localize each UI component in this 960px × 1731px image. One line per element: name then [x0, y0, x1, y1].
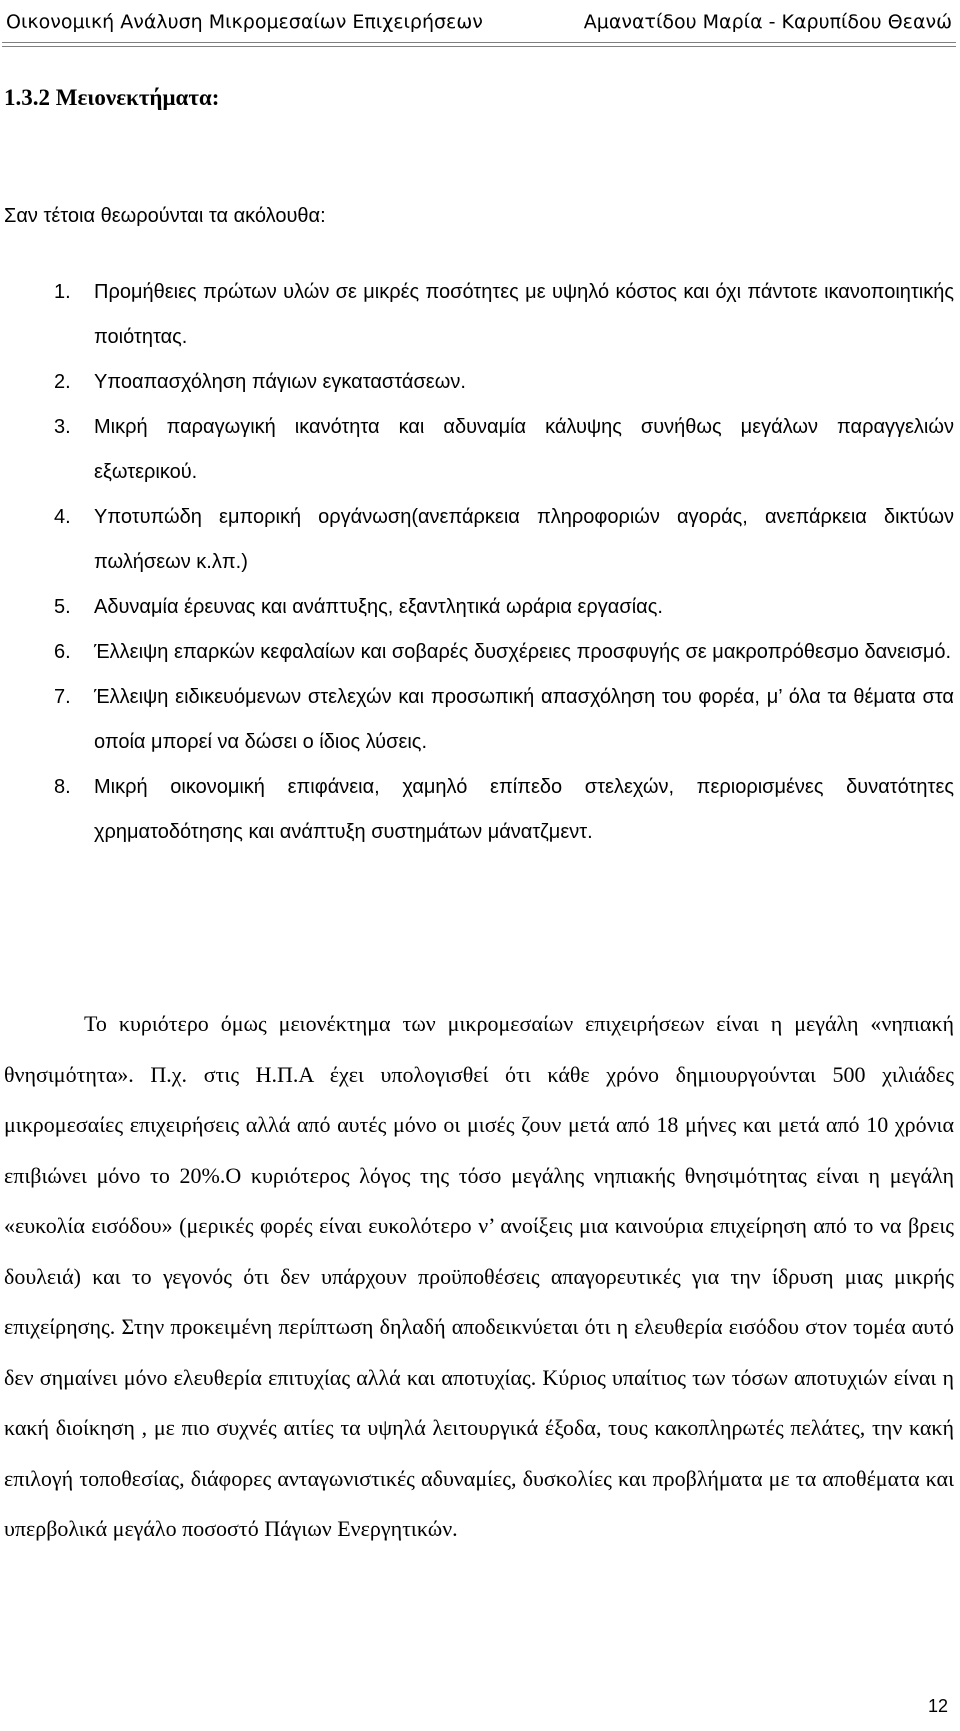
list-item — [0, 630, 960, 675]
list-item-number: 5. — [54, 596, 71, 618]
list-item — [0, 585, 960, 630]
list-item — [0, 495, 960, 585]
body-paragraph: Το κυριότερο όμως μειονέκτημα των μικρομεσαίων επιχειρήσεων είναι η μεγάλη «νηπιακή θνησιμότητα». Π.χ. στις Η.Π.Α έχει υπολογισθεί ότι κάθε χρόνο δημιουργούνται 500 χιλιάδες μικρομεσαίες επιχειρήσεις αλλά από αυτές μόνο οι μισές ζουν μετά από 18 μήνες και μετά από 10 χρόνια επιβιώνει μόνο το 20%.Ο κυριότερος λόγος της τόσο μεγάλης νηπιακής θνησιμότητας είναι η μεγάλη «ευκολία εισόδου» (μερικές φορές είναι ευκολότερο ν’ ανοίξεις μια καινούρια επιχείρηση από το να βρεις δουλειά) και το γεγονός ότι δεν υπάρχουν προϋποθέσεις απαγορευτικές για την ίδρυση μιας μικρής επιχείρησης. Στην προκειμένη περίπτωση δηλαδή αποδεικνύεται ότι η ελευθερία εισόδου στον τομέα αυτό δεν σημαίνει μόνο ελευθερία επιτυχίας αλλά και αποτυχίας. Κύριος υπαίτιος των τόσων αποτυχιών είναι η κακή διοίκηση , με πιο συχνές αιτίες τα υψηλά λειτουργικά έξοδα, τους κακοπληρωτές πελάτες, την κακή επιλογή τοποθεσίας, διάφορες ανταγωνιστικές αδυναμίες, δυσκολίες και προβλήματα με τα αποθέματα και υπερβολικά μεγάλο ποσοστό Πάγιων Ενεργητικών. — [4, 1011, 954, 1541]
list-item-number: 8. — [54, 776, 71, 798]
list-item-number: 2. — [54, 371, 71, 393]
list-item-text: Αδυναμία έρευνας και ανάπτυξης, εξαντλητικά ωράρια εργασίας. — [94, 596, 663, 618]
list-item-number: 1. — [54, 281, 71, 303]
list-item-text: Έλλειψη ειδικευόμενων στελεχών και προσωπική απασχόληση του φορέα, μ’ όλα τα θέματα στα οποία μπορεί να δώσει ο ίδιος λύσεις. — [94, 686, 954, 753]
list-item-number: 3. — [54, 416, 71, 438]
list-item — [0, 765, 960, 855]
page-header — [0, 0, 960, 40]
header-divider — [2, 42, 956, 47]
header-title-left: Οικονομική Ανάλυση Μικρομεσαίων Επιχειρήσεων — [6, 11, 483, 33]
list-item-text: Μικρή οικονομική επιφάνεια, χαμηλό επίπεδο στελεχών, περιορισμένες δυνατότητες χρηματοδότησης και ανάπτυξη συστημάτων μάνατζμεντ. — [94, 776, 954, 843]
page-number: 12 — [927, 1696, 948, 1716]
list-item-text: Υποτυπώδη εμπορική οργάνωση(ανεπάρκεια πληροφοριών αγοράς, ανεπάρκεια δικτύων πωλήσεων κ.λπ.) — [94, 506, 954, 573]
list-item-text: Έλλειψη επαρκών κεφαλαίων και σοβαρές δυσχέρειες προσφυγής σε μακροπρόθεσμο δανεισμό. — [94, 641, 952, 663]
list-item-number: 6. — [54, 641, 71, 663]
list-item-text: Υποαπασχόληση πάγιων εγκαταστάσεων. — [94, 371, 466, 393]
list-item-text: Προμήθειες πρώτων υλών σε μικρές ποσότητες με υψηλό κόστος και όχι πάντοτε ικανοποιητικής ποιότητας. — [94, 281, 954, 348]
section-title: 1.3.2 Μειονεκτήματα: — [4, 85, 220, 110]
list-item — [0, 675, 960, 765]
disadvantages-list — [0, 270, 960, 855]
list-item — [0, 360, 960, 405]
list-item-number: 7. — [54, 686, 71, 708]
intro-text: Σαν τέτοια θεωρούνται τα ακόλουθα: — [4, 205, 326, 227]
list-item-number: 4. — [54, 506, 71, 528]
list-item — [0, 405, 960, 495]
list-item-text: Μικρή παραγωγική ικανότητα και αδυναμία κάλυψης συνήθως μεγάλων παραγγελιών εξωτερικού. — [94, 416, 954, 483]
list-item — [0, 270, 960, 360]
header-authors-right: Αμανατίδου Μαρία - Καρυπίδου Θεανώ — [583, 11, 952, 33]
